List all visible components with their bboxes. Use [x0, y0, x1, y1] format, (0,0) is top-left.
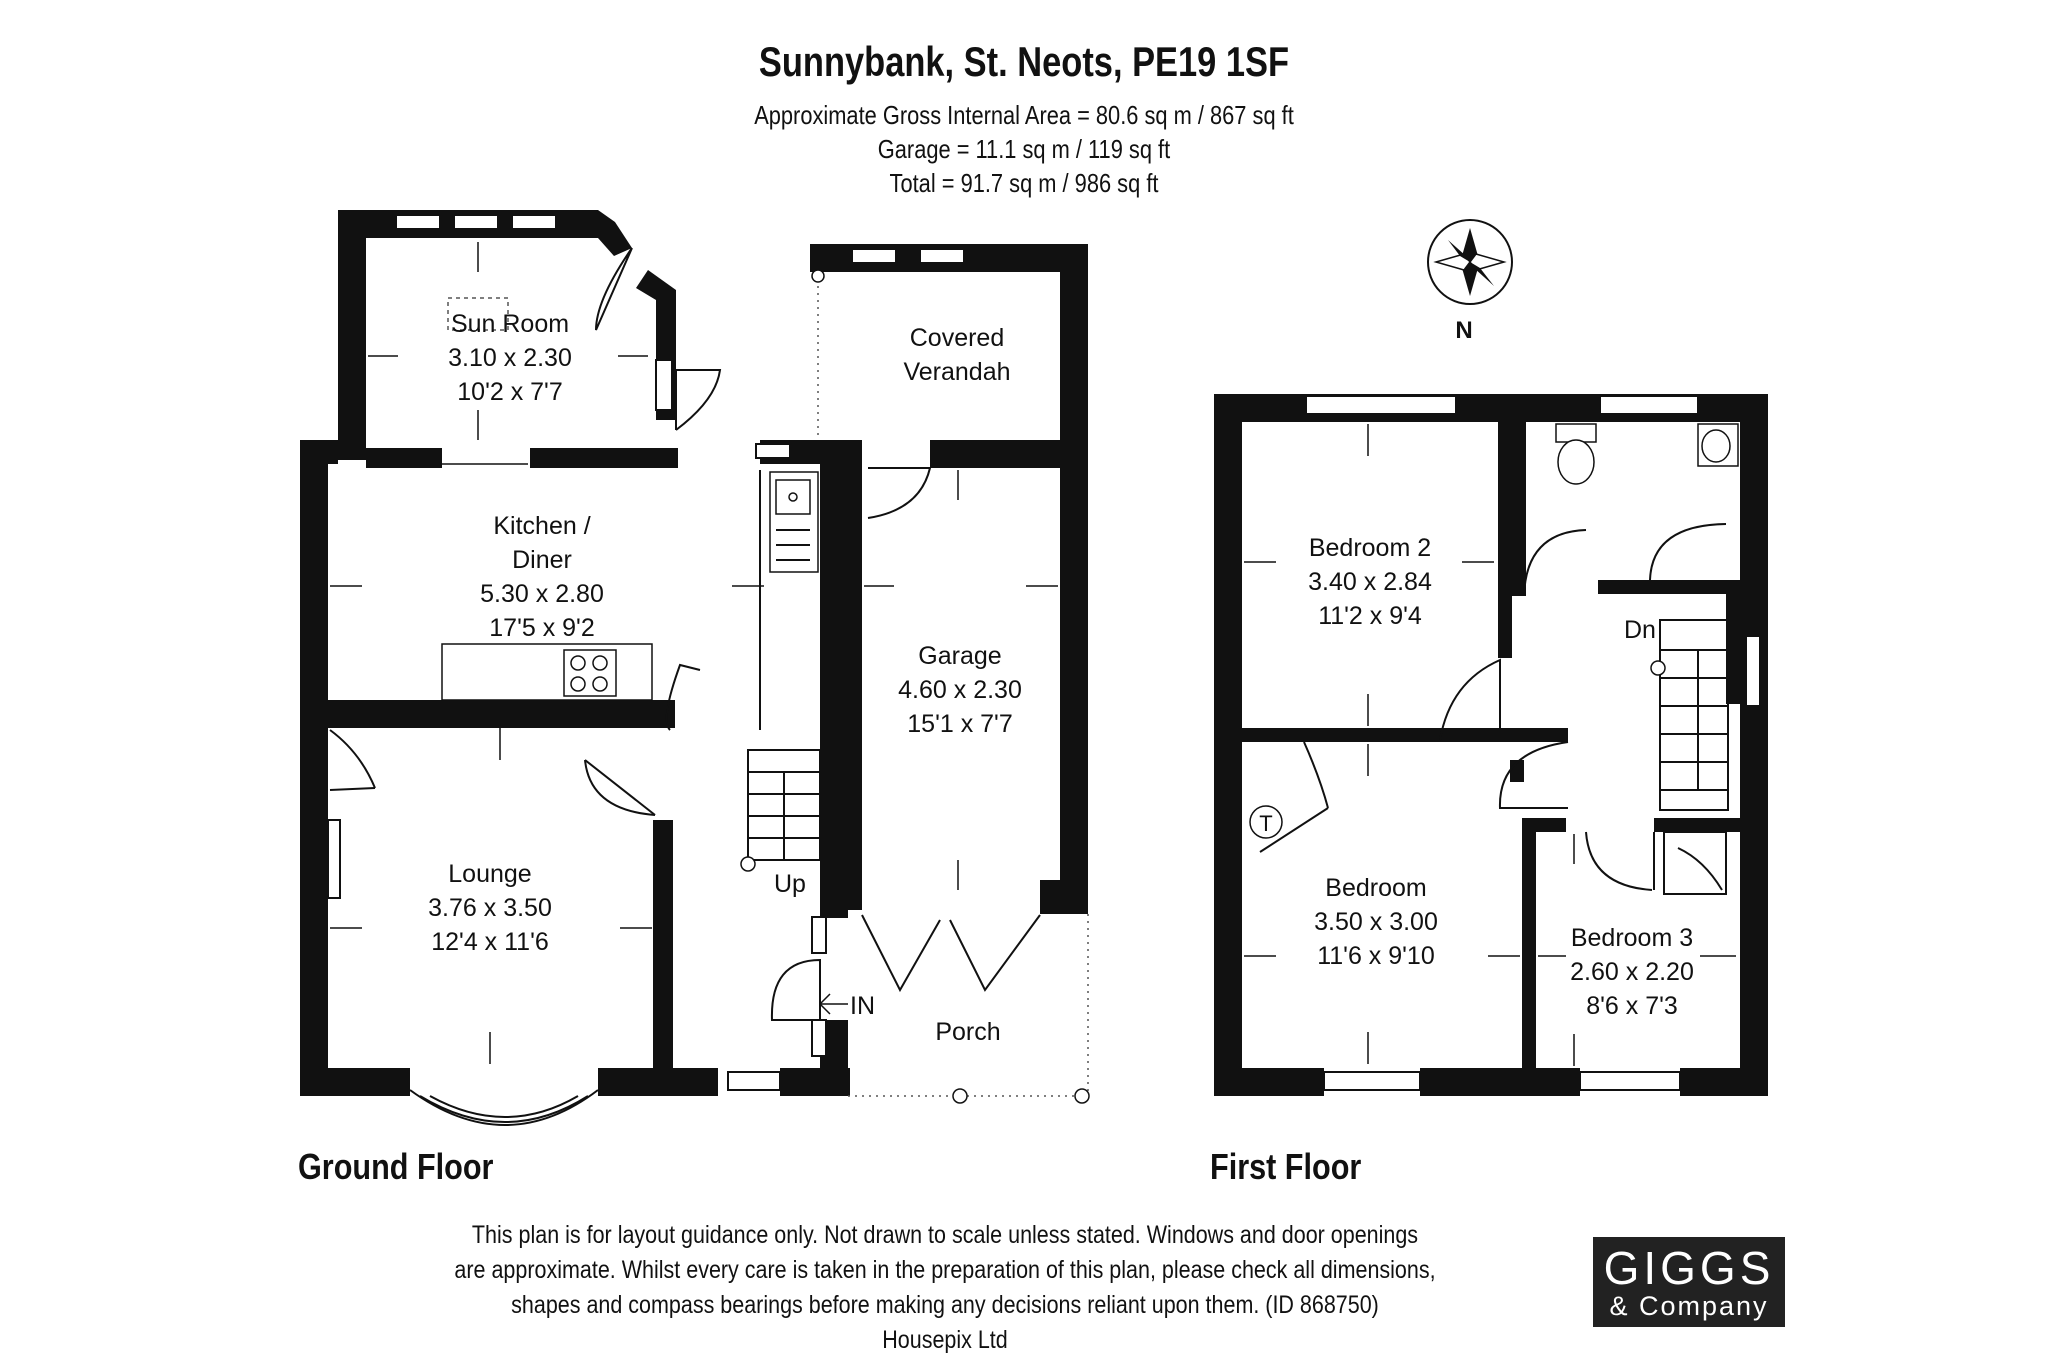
room-name: Bedroom [1325, 874, 1427, 902]
room-metric: 3.76 x 3.50 [428, 894, 552, 922]
room-label-bedroom [1314, 874, 1438, 970]
room-label-kitchen-diner [480, 512, 604, 642]
total-area-text: Total = 91.7 sq m / 986 sq ft [889, 168, 1159, 198]
room-label-bedroom-3 [1570, 924, 1694, 1020]
room-metric: 5.30 x 2.80 [480, 580, 604, 608]
gross-area-text: Approximate Gross Internal Area = 80.6 sq m / 867 sq ft [754, 100, 1294, 130]
first-floor-walls [1214, 394, 1768, 1096]
room-name: Verandah [903, 358, 1011, 386]
disclaimer-credit: Housepix Ltd [882, 1326, 1008, 1354]
first-floor-fixtures [1250, 424, 1738, 838]
room-metric: 3.10 x 2.30 [448, 344, 572, 372]
disclaimer [260, 1218, 1630, 1358]
room-metric: 4.60 x 2.30 [898, 676, 1022, 704]
room-metric: 2.60 x 2.20 [1570, 958, 1694, 986]
room-imperial: 12'4 x 11'6 [431, 928, 549, 956]
room-imperial: 17'5 x 9'2 [489, 614, 595, 642]
room-imperial: 8'6 x 7'3 [1586, 992, 1678, 1020]
room-name: Bedroom 3 [1570, 924, 1694, 952]
entrance-label: IN [850, 992, 875, 1020]
room-label-sun-room [448, 310, 572, 406]
stairs-down-label: Dn [1624, 616, 1656, 644]
disclaimer-line: are approximate. Whilst every care is taken in the preparation of this plan, please check all dimensions, [454, 1256, 1436, 1284]
tank-label: T [1259, 811, 1273, 836]
room-imperial: 10'2 x 7'7 [457, 378, 563, 406]
logo-main-text: GIGGS [1603, 1242, 1775, 1294]
entrance-marker [820, 992, 875, 1020]
garage-area-text: Garage = 11.1 sq m / 119 sq ft [877, 134, 1171, 164]
stairs-up-label: Up [774, 870, 806, 898]
room-label-covered-verandah [903, 324, 1010, 386]
room-metric: 3.50 x 3.00 [1314, 908, 1438, 936]
room-name: Bedroom 2 [1308, 534, 1432, 562]
plan-title: Sunnybank, St. Neots, PE19 1SF [758, 38, 1290, 85]
room-metric: 3.40 x 2.84 [1308, 568, 1432, 596]
room-name: Porch [935, 1018, 1001, 1046]
north-label: N [1455, 317, 1473, 344]
room-name: Covered [909, 324, 1005, 352]
room-label-porch [935, 1018, 1000, 1046]
room-name: Lounge [448, 860, 532, 888]
disclaimer-line: This plan is for layout guidance only. Not drawn to scale unless stated. Windows and door openings [471, 1221, 1419, 1249]
north-arrow-icon [1428, 220, 1512, 304]
agency-logo [1593, 1237, 1785, 1327]
room-label-bedroom-2 [1308, 534, 1432, 630]
first-floor-label: First Floor [1210, 1146, 1362, 1187]
room-imperial: 11'2 x 9'4 [1318, 602, 1422, 630]
room-name: Garage [918, 642, 1002, 670]
room-imperial: 11'6 x 9'10 [1317, 942, 1435, 970]
room-name: Sun Room [450, 310, 570, 338]
room-imperial: 15'1 x 7'7 [907, 710, 1013, 738]
disclaimer-line: shapes and compass bearings before making any decisions reliant upon them. (ID 868750) [511, 1291, 1379, 1319]
logo-sub-text: & Company [1609, 1291, 1769, 1321]
room-label-lounge [428, 860, 552, 956]
room-name: Kitchen / [493, 512, 591, 540]
room-name: Diner [512, 546, 572, 574]
ground-floor-label: Ground Floor [298, 1146, 494, 1187]
room-label-garage [898, 642, 1022, 738]
